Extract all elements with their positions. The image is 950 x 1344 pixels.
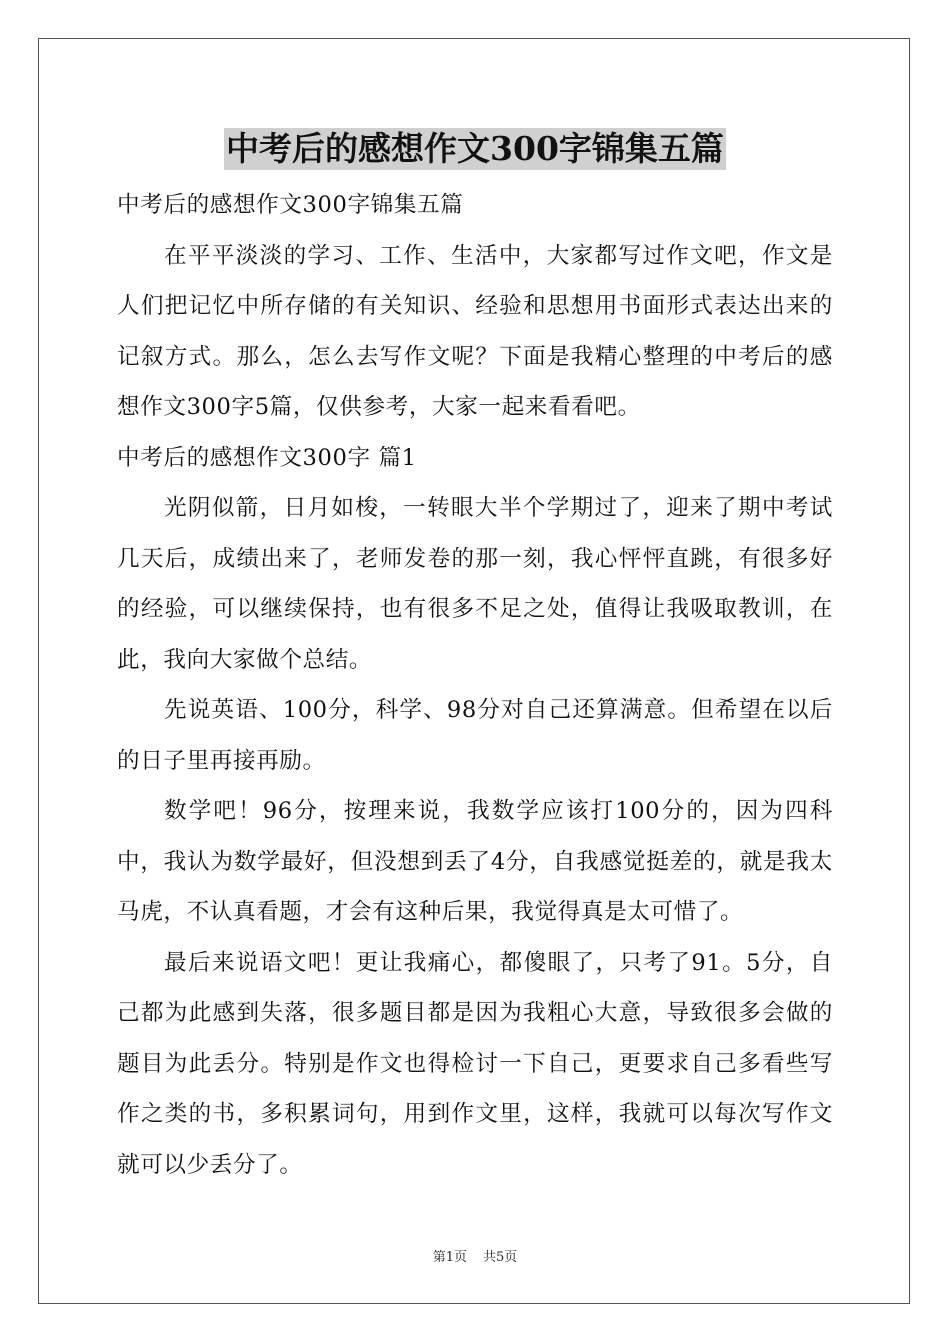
document-title: 中考后的感想作文300字锦集五篇 — [226, 129, 724, 168]
paragraph: 先说英语、100分，科学、98分对自己还算满意。但希望在以后的日子里再接再励。 — [117, 697, 833, 774]
paragraph-subtitle: 中考后的感想作文300字锦集五篇 — [117, 192, 464, 218]
title-wrap — [0, 128, 950, 170]
page-number-current: 第1页 — [432, 1250, 467, 1265]
page-number-total: 共5页 — [483, 1250, 518, 1265]
paragraph: 光阴似箭，日月如梭，一转眼大半个学期过了，迎来了期中考试几天后，成绩出来了，老师发卷的那一刻，我心怦怦直跳，有很多好的经验，可以继续保持，也有很多不足之处，值得让我吸取教训，在此，我向大家做个总结。 — [117, 495, 833, 673]
document-body — [117, 180, 833, 1190]
paragraph: 数学吧！96分，按理来说，我数学应该打100分的，因为四科中，我认为数学最好，但没想到丢了4分，自我感觉挺差的，就是我太马虎，不认真看题，才会有这种后果，我觉得真是太可惜了。 — [117, 798, 833, 925]
paragraph-intro: 在平平淡淡的学习、工作、生活中，大家都写过作文吧，作文是人们把记忆中所存储的有关知识、经验和思想用书面形式表达出来的记叙方式。那么，怎么去写作文呢？下面是我精心整理的中考后的感想作文300字5篇，仅供参考，大家一起来看看吧。 — [117, 242, 833, 420]
page-footer — [0, 1246, 950, 1265]
section-heading: 中考后的感想作文300字 篇1 — [117, 444, 417, 471]
paragraph: 最后来说语文吧！更让我痛心，都傻眼了，只考了91。5分，自己都为此感到失落，很多题目都是因为我粗心大意，导致很多会做的题目为此丢分。特别是作文也得检讨一下自己，更要求自己多看些写作之类的书，多积累词句，用到作文里，这样，我就可以每次写作文就可以少丢分了。 — [117, 949, 833, 1178]
